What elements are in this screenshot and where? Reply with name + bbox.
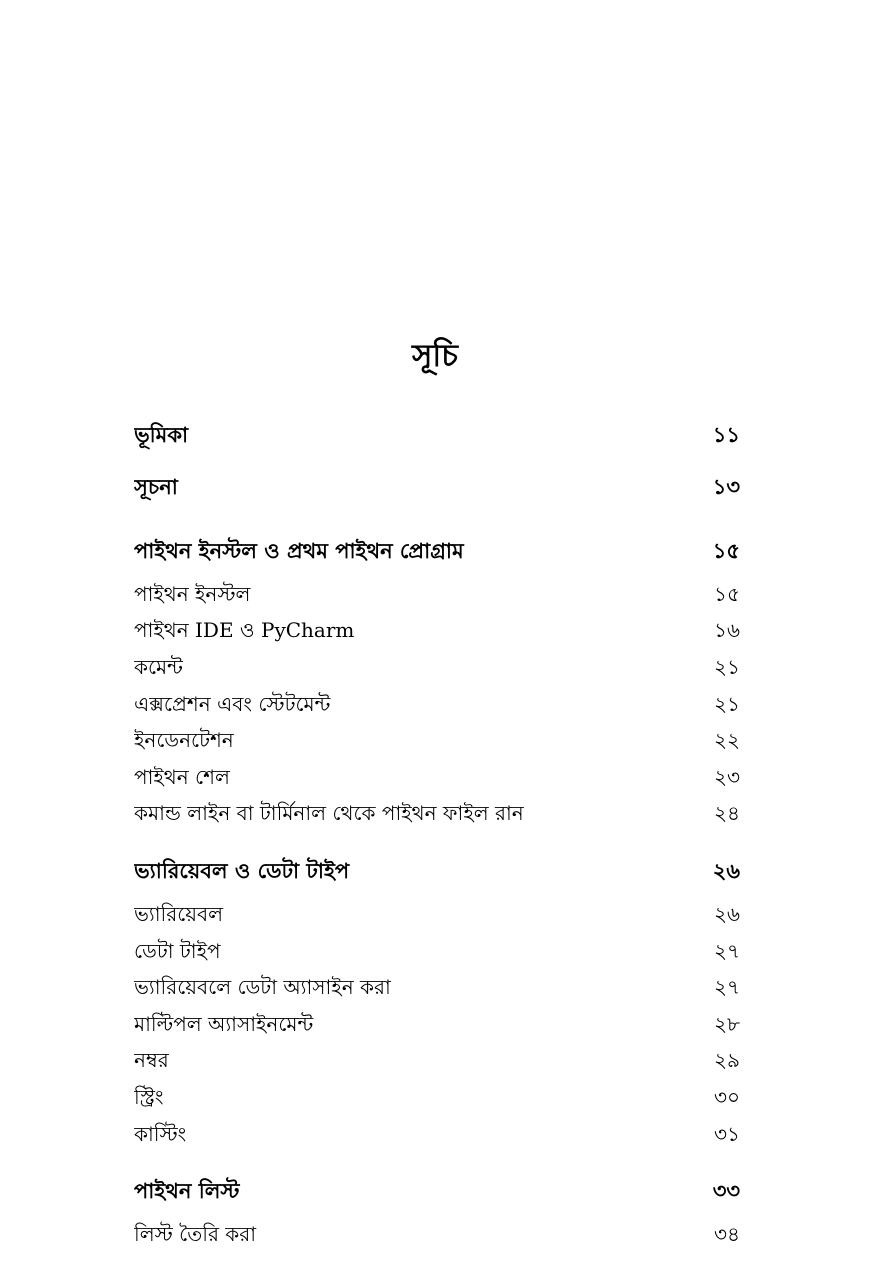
toc-entry-label: ভ্যারিয়েবল <box>134 901 224 926</box>
toc-page-number: ২৬ <box>712 857 740 883</box>
page-title: সূচি <box>411 338 459 374</box>
toc-entry-label: ভ্যারিয়েবল ও ডেটা টাইপ <box>134 857 350 883</box>
toc-chapter-entry <box>134 462 740 514</box>
toc-section-entry <box>134 1008 740 1045</box>
toc-chapter-entry <box>134 410 740 462</box>
toc-entry-label: পাইথন শেল <box>134 764 230 789</box>
toc-chapter-entry <box>134 526 740 578</box>
toc-entry-label: লিস্ট তৈরি করা <box>134 1222 257 1247</box>
toc-entry-label: মাল্টিপল অ্যাসাইনমেন্ট <box>134 1011 314 1036</box>
toc-page-number: ১৩ <box>712 473 740 499</box>
toc-entry-label: পাইথন IDE ও PyCharm <box>134 618 355 643</box>
toc-section-entry <box>134 971 740 1008</box>
toc-chapter-entry <box>134 1166 740 1218</box>
toc-entry-label: ভূমিকা <box>134 421 189 447</box>
toc-section-entry <box>134 1045 740 1082</box>
toc-entry-label: নম্বর <box>134 1048 169 1073</box>
toc-page-number: ৩১ <box>714 1121 740 1146</box>
toc-entry-label: স্ট্রিং <box>134 1084 164 1109</box>
toc-entry-label: কমান্ড লাইন বা টার্মিনাল থেকে পাইথন ফাইল রান <box>134 801 524 826</box>
toc-section-entry <box>134 651 740 688</box>
toc-page-number: ১৫ <box>714 581 740 606</box>
toc-chapter-entry <box>134 846 740 898</box>
toc-section-entry <box>134 688 740 725</box>
toc-page-number: ২১ <box>714 654 740 679</box>
toc-section-entry <box>134 1081 740 1118</box>
toc-page-number: ১৫ <box>712 537 740 563</box>
toc-page-number: ২৭ <box>713 938 740 963</box>
toc-section-entry <box>134 935 740 972</box>
toc-section-entry <box>134 1118 740 1155</box>
toc-page-number: ১১ <box>712 421 740 447</box>
toc-page-number: ২৬ <box>713 901 740 926</box>
table-of-contents <box>134 410 740 1255</box>
toc-entry-label: ভ্যারিয়েবলে ডেটা অ্যাসাইন করা <box>134 975 391 1000</box>
toc-section-entry <box>134 798 740 835</box>
toc-page-number: ৩৪ <box>714 1222 740 1247</box>
toc-entry-label: এক্সপ্রেশন এবং স্টেটমেন্ট <box>134 691 331 716</box>
toc-page-number: ৩০ <box>713 1084 740 1109</box>
toc-entry-label: কমেন্ট <box>134 654 183 679</box>
toc-entry-label: ডেটা টাইপ <box>134 938 221 963</box>
toc-page-number: ২৭ <box>713 975 740 1000</box>
toc-page-number: ৩৩ <box>712 1177 740 1203</box>
toc-entry-label: পাইথন লিস্ট <box>134 1177 240 1203</box>
toc-section-entry <box>134 615 740 652</box>
toc-page-number: ২৩ <box>713 764 740 789</box>
toc-page-number: ২১ <box>714 691 740 716</box>
toc-page-number: ২৪ <box>714 801 740 826</box>
toc-section-entry <box>134 724 740 761</box>
toc-section-entry <box>134 1218 740 1255</box>
toc-entry-label: সূচনা <box>134 473 178 499</box>
toc-page-number: ২৯ <box>714 1048 740 1073</box>
toc-page-number: ২৮ <box>714 1011 740 1036</box>
toc-entry-label: ইনডেনটেশন <box>134 728 234 753</box>
toc-entry-label: কাস্টিং <box>134 1121 187 1146</box>
toc-entry-label: পাইথন ইনস্টল <box>134 581 251 606</box>
toc-section-entry <box>134 761 740 798</box>
toc-page-number: ১৬ <box>714 618 740 643</box>
toc-page-number: ২২ <box>713 728 740 753</box>
toc-section-entry <box>134 578 740 615</box>
toc-section-entry <box>134 898 740 935</box>
toc-entry-label: পাইথন ইনস্টল ও প্রথম পাইথন প্রোগ্রাম <box>134 537 464 563</box>
